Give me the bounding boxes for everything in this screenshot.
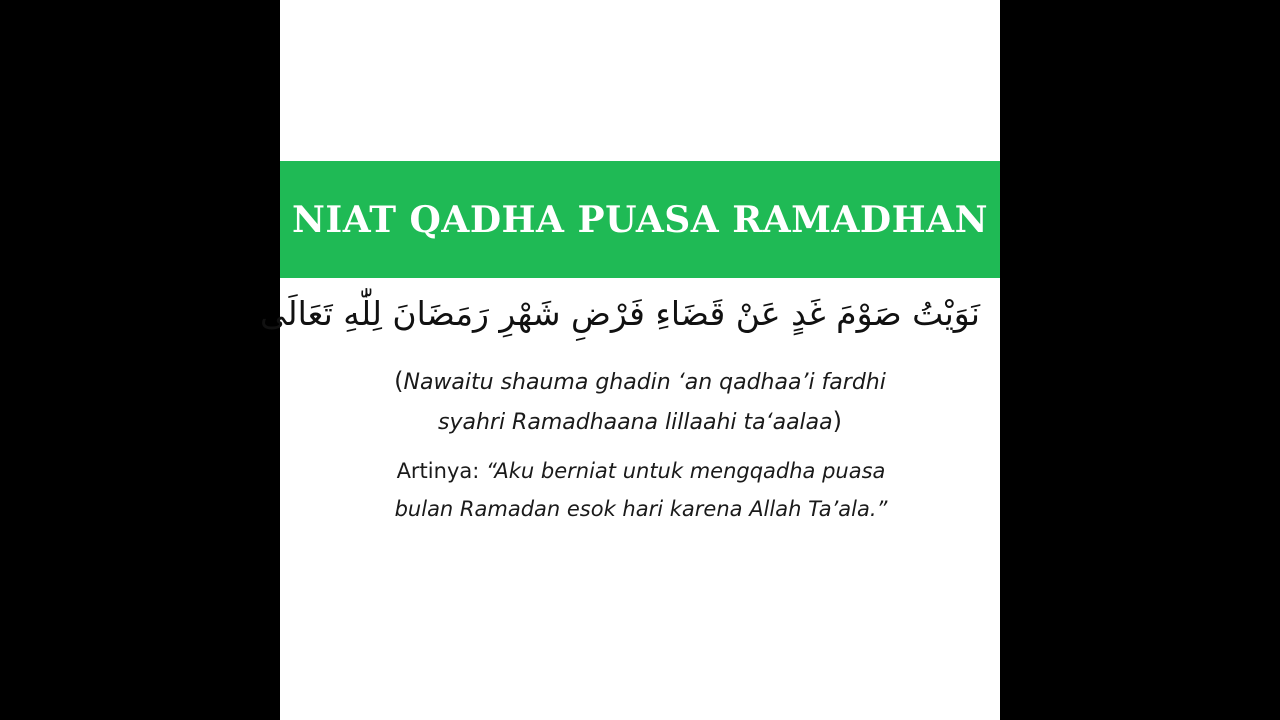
meaning-block [316,452,966,528]
transliteration-block [300,362,980,442]
close-parenthesis: ) [832,407,842,435]
arabic-niat-text: نَوَيْتُ صَوْمَ غَدٍ عَنْ قَضَاءِ فَرْضِ شَهْرِ رَمَضَانَ لِلّٰهِ تَعَالَى [260,294,980,333]
meaning-line-1 [316,452,966,490]
transliteration-text-2: syahri Ramadhaana lillaahi ta‘aalaa [438,410,833,435]
page-title: NIAT QADHA PUASA RAMADHAN [292,198,988,241]
title-banner [280,161,1000,278]
meaning-line-2 [316,490,966,528]
open-parenthesis: ( [394,367,404,395]
transliteration-text-1: Nawaitu shauma ghadin ‘an qadhaa’i fardhi [403,370,886,395]
meaning-text-1: “Aku berniat untuk mengqadha puasa [486,459,886,483]
transliteration-line-1 [300,362,980,402]
meaning-text-2: bulan Ramadan esok hari karena Allah Ta’ala.” [394,497,888,521]
image-frame [260,0,1000,720]
transliteration-line-2 [300,402,980,442]
meaning-label: Artinya: [396,459,480,483]
